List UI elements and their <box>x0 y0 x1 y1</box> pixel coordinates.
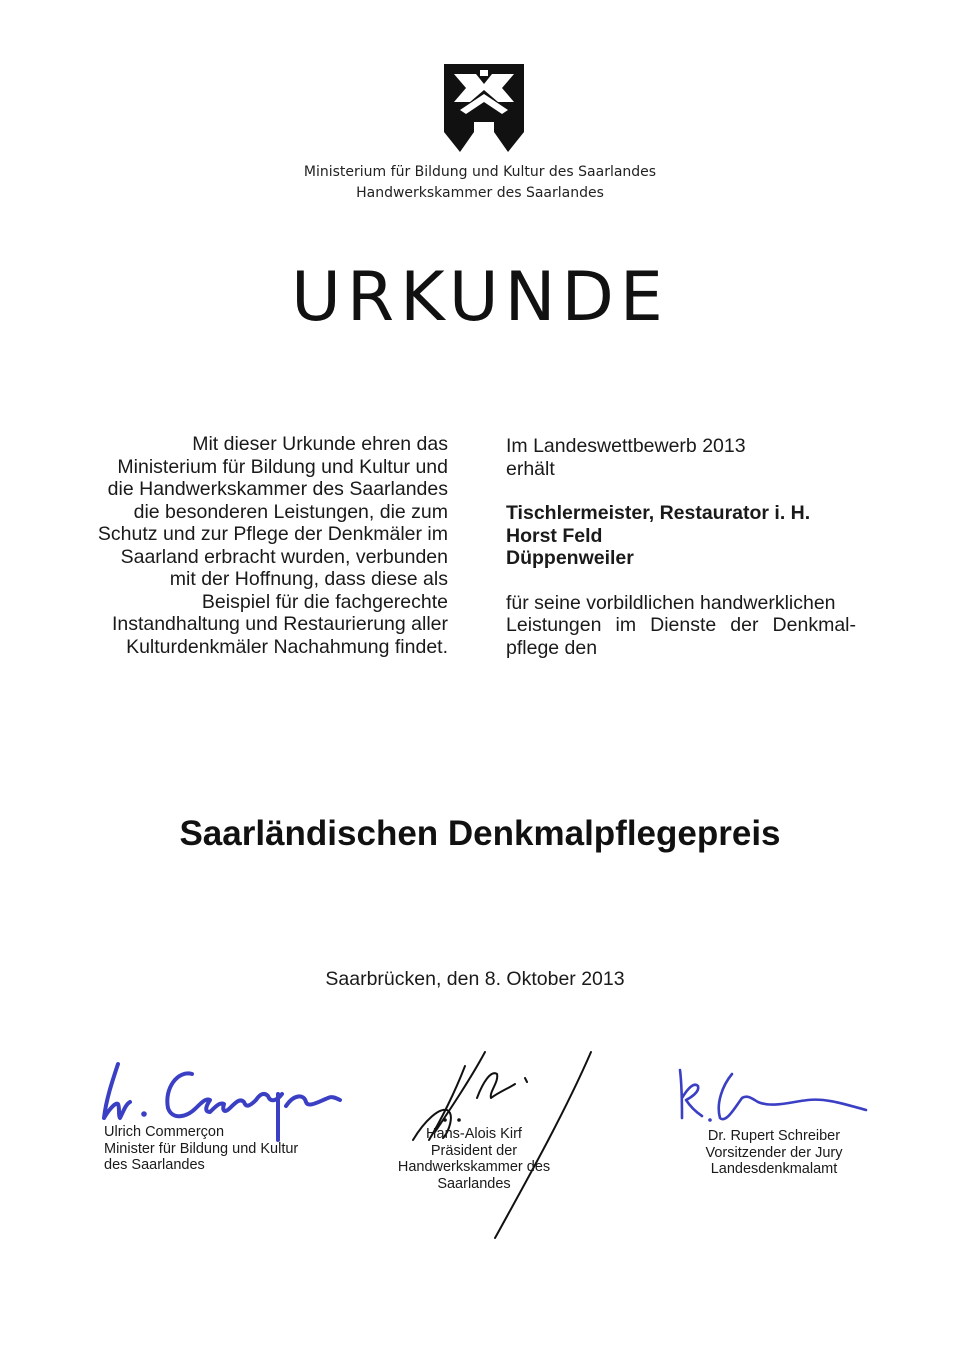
intro-line: erhält <box>506 457 555 480</box>
intro-line: Im Landeswettbewerb 2013 <box>506 435 746 457</box>
place-and-date: Saarbrücken, den 8. Oktober 2013 <box>325 968 625 990</box>
prize-name: Saarländischen Denkmalpflegepreis <box>179 814 781 853</box>
signature-schreiber <box>672 1066 872 1132</box>
issuer-ministry: Ministerium für Bildung und Kultur des Saarlandes <box>303 164 657 180</box>
signatory-name: Dr. Rupert Schreiber <box>707 1128 841 1144</box>
dedication-line: Mit dieser Urkunde ehren das <box>192 433 448 455</box>
dedication-line: die besonderen Leistungen, die zum <box>133 500 448 523</box>
dedication-line: mit der Hoffnung, dass diese als <box>169 568 448 590</box>
signatory-name: Hans-Alois Kirf <box>426 1126 522 1142</box>
issuer-chamber: Handwerkskammer des Saarlandes <box>356 185 604 201</box>
dedication-line: die Handwerkskammer des Saarlandes <box>107 478 448 500</box>
dedication-line: Instandhaltung und Restaurierung aller <box>111 613 448 635</box>
document-title: URKUNDE <box>291 258 669 337</box>
signatory-role: des Saarlandes <box>104 1157 205 1173</box>
signatory-name: Ulrich Commerçon <box>104 1124 225 1140</box>
signatory-schreiber <box>690 1128 858 1178</box>
recipient-name: Horst Feld <box>506 524 603 547</box>
dedication-line: Ministerium für Bildung und Kultur und <box>117 455 448 478</box>
reason-line: pflege den <box>506 636 598 659</box>
signatory-role: Handwerkskammer des <box>397 1159 551 1175</box>
signatory-role: Vorsitzender der Jury <box>705 1144 843 1161</box>
dedication-text <box>48 433 448 658</box>
signatory-kirf <box>394 1126 554 1192</box>
recipient-place: Düppenweiler <box>506 547 634 569</box>
signatory-role: Saarlandes <box>437 1175 511 1192</box>
dedication-line: Saarland erbracht wurden, verbunden <box>120 545 448 568</box>
dedication-line: Schutz und zur Pflege der Denkmäler im <box>97 523 448 545</box>
dedication-line: Beispiel für die fachgerechte <box>201 590 448 613</box>
reason-line: Leistungen im Dienste der Denkmal- <box>506 614 856 636</box>
award-text <box>506 435 856 659</box>
reason-line: für seine vorbildlichen handwerklichen <box>506 591 836 614</box>
dedication-line: Kulturdenkmäler Nachahmung findet. <box>126 635 448 658</box>
signatory-role: Landesdenkmalamt <box>710 1161 838 1177</box>
recipient-title: Tischlermeister, Restaurator i. H. <box>506 502 811 524</box>
signatory-role: Minister für Bildung und Kultur <box>104 1140 299 1157</box>
coat-of-arms-logo <box>436 62 532 154</box>
signatory-commercon <box>104 1124 298 1174</box>
signatory-role: Präsident der <box>430 1142 518 1159</box>
